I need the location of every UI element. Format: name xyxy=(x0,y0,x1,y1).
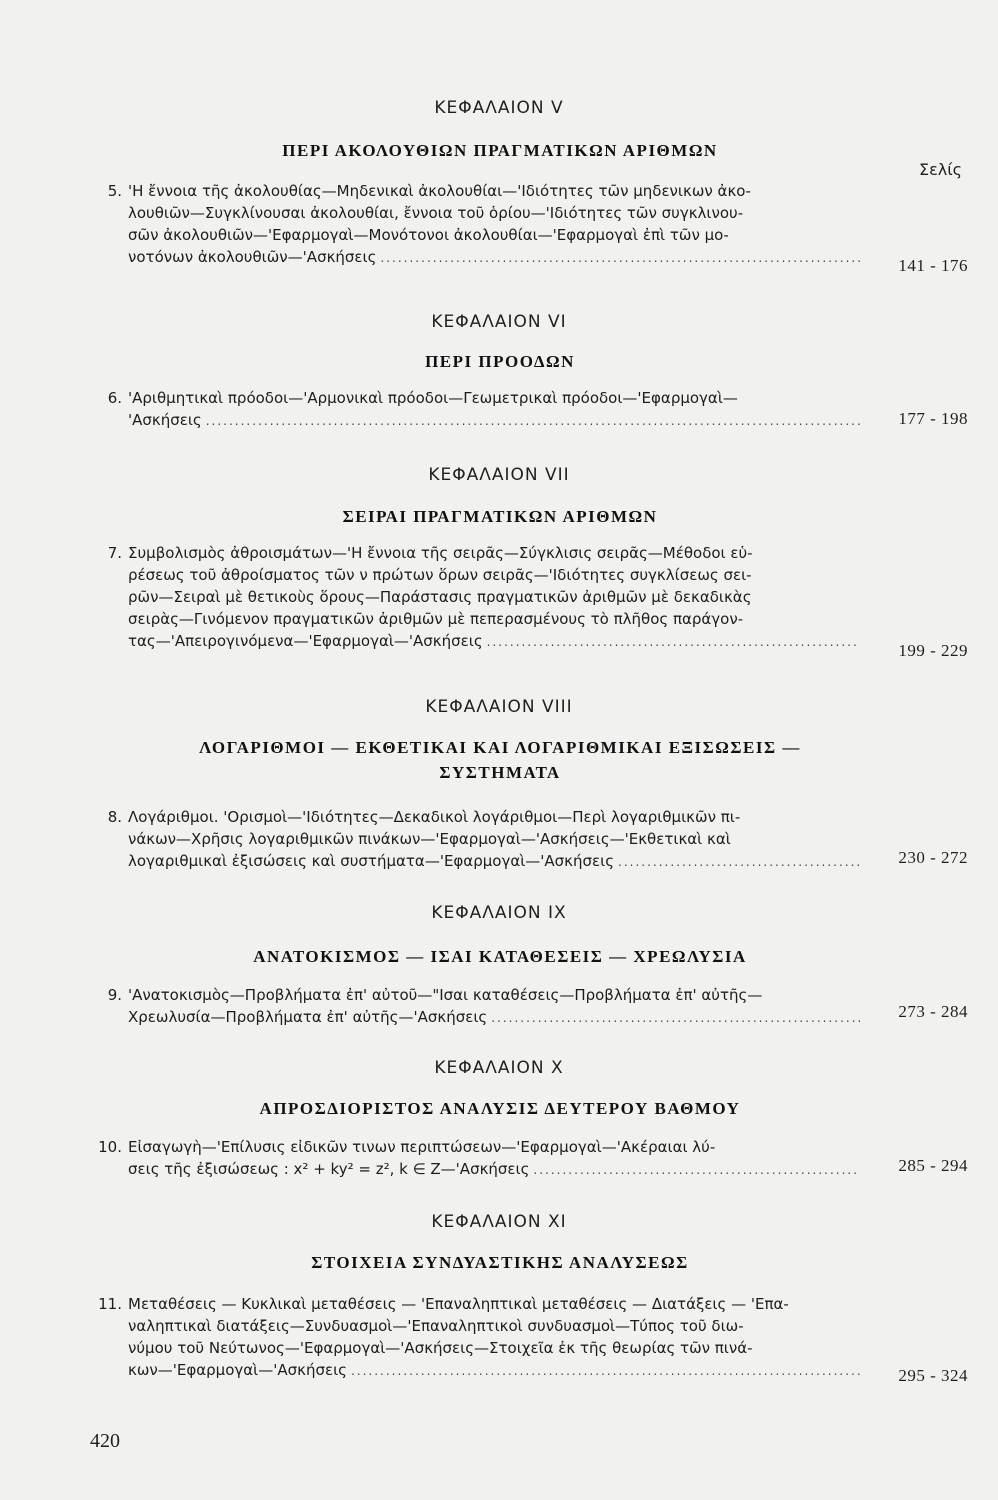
entry-line xyxy=(90,246,860,268)
entry-line xyxy=(90,1337,860,1359)
entry-line xyxy=(90,850,860,872)
toc-entry xyxy=(90,542,860,652)
entry-line xyxy=(90,608,860,630)
entry-line xyxy=(90,387,860,409)
entry-text: ναληπτικαὶ διατάξεις—Συνδυασμοὶ—'Επαναληπτικοὶ συνδυασμοὶ—Τύπος τοῦ διω- xyxy=(128,1317,744,1335)
chapter-title: ΣΤΟΙΧΕΙΑ ΣΥΝΔΥΑΣΤΙΚΗΣ ΑΝΑΛΥΣΕΩΣ xyxy=(311,1253,689,1272)
entry-line xyxy=(90,1359,860,1381)
entry-line xyxy=(90,1315,860,1337)
chapter-label: ΚΕΦΑΛΑΙΟΝ V xyxy=(434,98,564,118)
entry-line xyxy=(90,180,860,202)
dot-leader xyxy=(618,851,860,872)
entry-number: 8. xyxy=(107,808,122,826)
chapter-label: ΚΕΦΑΛΑΙΟΝ VII xyxy=(428,465,570,485)
entry-line xyxy=(90,409,860,431)
entry-number: 11. xyxy=(98,1295,122,1313)
entry-text: Συμβολισμὸς ἀθροισμάτων—'Η ἔννοια τῆς σειρᾶς—Σύγκλισις σειρᾶς—Μέθοδοι εὑ- xyxy=(128,544,753,562)
dot-leader xyxy=(380,247,860,268)
entry-number: 6. xyxy=(107,389,122,407)
page-range: 230 - 272 xyxy=(898,848,968,867)
entry-number: 10. xyxy=(98,1138,122,1156)
toc-entry xyxy=(90,806,860,872)
entry-line xyxy=(90,564,860,586)
chapter-title: ΠΕΡΙ ΠΡΟΟΔΩΝ xyxy=(425,352,575,371)
dot-leader xyxy=(487,631,860,652)
entry-number: 5. xyxy=(107,182,122,200)
dot-leader xyxy=(491,1007,860,1028)
entry-number: 7. xyxy=(107,544,122,562)
entry-line xyxy=(90,828,860,850)
entry-line xyxy=(90,806,860,828)
toc-entry xyxy=(90,180,860,268)
entry-text: σεις τῆς ἐξισώσεως : x² + ky² = z², k ∈ Z—'Ασκήσεις xyxy=(128,1160,530,1178)
toc-entry xyxy=(90,387,860,431)
toc-entry xyxy=(90,1293,860,1381)
entry-text: σειρὰς—Γινόμενον πραγματικῶν ἀριθμῶν μὲ πεπερασμένους τὸ πλῆθος παράγον- xyxy=(128,610,744,628)
page-range: 199 - 229 xyxy=(898,641,968,660)
entry-text: σῶν ἀκολουθιῶν—'Εφαρμογαὶ—Μονότονοι ἀκολουθίαι—'Εφαρμογαὶ ἐπὶ τῶν μο- xyxy=(128,226,729,244)
entry-line xyxy=(90,542,860,564)
entry-text: 'Αριθμητικαὶ πρόοδοι—'Αρμονικαὶ πρόοδοι—Γεωμετρικαὶ πρόοδοι—'Εφαρμογαὶ— xyxy=(128,389,738,407)
entry-line xyxy=(90,224,860,246)
chapter-title: ΑΝΑΤΟΚΙΣΜΟΣ — ΙΣΑΙ ΚΑΤΑΘΕΣΕΙΣ — ΧΡΕΩΛΥΣΙΑ xyxy=(253,947,747,966)
entry-text: ρῶν—Σειραὶ μὲ θετικοὺς ὅρους—Παράστασις πραγματικῶν ἀριθμῶν μὲ δεκαδικὰς xyxy=(128,588,752,606)
pages-column-heading: Σελίς xyxy=(918,160,962,179)
page-range: 273 - 284 xyxy=(898,1002,968,1021)
entry-text: Χρεωλυσία—Προβλήματα ἐπ' αὐτῆς—'Ασκήσεις xyxy=(128,1008,488,1026)
page-range: 177 - 198 xyxy=(898,409,968,428)
entry-text: κων—'Εφαρμογαὶ—'Ασκήσεις xyxy=(128,1361,347,1379)
entry-line xyxy=(90,586,860,608)
dot-leader xyxy=(206,410,860,431)
entry-line xyxy=(90,1293,860,1315)
chapter-label: ΚΕΦΑΛΑΙΟΝ VIII xyxy=(425,697,573,717)
dot-leader xyxy=(533,1159,860,1180)
page-number: 420 xyxy=(90,1430,120,1452)
entry-number: 9. xyxy=(107,986,122,1004)
entry-line xyxy=(90,1136,860,1158)
chapter-title: ΠΕΡΙ ΑΚΟΛΟΥΘΙΩΝ ΠΡΑΓΜΑΤΙΚΩΝ ΑΡΙΘΜΩΝ xyxy=(282,141,718,160)
entry-text: λουθιῶν—Συγκλίνουσαι ἀκολουθίαι, ἔννοια τοῦ ὁρίου—'Ιδιότητες τῶν συγκλινου- xyxy=(128,204,744,222)
chapter-title: ΑΠΡΟΣΔΙΟΡΙΣΤΟΣ ΑΝΑΛΥΣΙΣ ΔΕΥΤΕΡΟΥ ΒΑΘΜΟΥ xyxy=(259,1099,741,1118)
entry-text: νοτόνων ἀκολουθιῶν—'Ασκήσεις xyxy=(128,248,377,266)
entry-text: νάκων—Χρῆσις λογαριθμικῶν πινάκων—'Εφαρμογαὶ—'Ασκήσεις—'Εκθετικαὶ καὶ xyxy=(128,830,731,848)
toc-entry xyxy=(90,984,860,1028)
entry-text: Μεταθέσεις — Κυκλικαὶ μεταθέσεις — 'Επαναληπτικαὶ μεταθέσεις — Διατάξεις — 'Επα- xyxy=(128,1295,789,1313)
chapter-label: ΚΕΦΑΛΑΙΟΝ XI xyxy=(431,1212,567,1232)
entry-text: Εἰσαγωγὴ—'Επίλυσις εἰδικῶν τινων περιπτώσεων—'Εφαρμογαὶ—'Ακέραιαι λύ- xyxy=(128,1138,716,1156)
entry-line xyxy=(90,202,860,224)
toc-entry xyxy=(90,1136,860,1180)
entry-line xyxy=(90,630,860,652)
chapter-label: ΚΕΦΑΛΑΙΟΝ X xyxy=(434,1058,564,1078)
chapter-label: ΚΕΦΑΛΑΙΟΝ IX xyxy=(431,903,567,923)
chapter-title: ΣΕΙΡΑΙ ΠΡΑΓΜΑΤΙΚΩΝ ΑΡΙΘΜΩΝ xyxy=(342,507,658,526)
entry-text: Λογάριθμοι. 'Ορισμοὶ—'Ιδιότητες—Δεκαδικοὶ λογάριθμοι—Περὶ λογαριθμικῶν πι- xyxy=(128,808,741,826)
entry-line xyxy=(90,984,860,1006)
entry-line xyxy=(90,1158,860,1180)
chapter-title: ΛΟΓΑΡΙΘΜΟΙ — ΕΚΘΕΤΙΚΑΙ ΚΑΙ ΛΟΓΑΡΙΘΜΙΚΑΙ ΕΞΙΣΩΣΕΙΣ — ΣΥΣΤΗΜΑΤΑ xyxy=(199,738,801,782)
entry-text: 'Ασκήσεις xyxy=(128,411,202,429)
entry-text: 'Ανατοκισμὸς—Προβλήματα ἐπ' αὐτοῦ—"Ισαι καταθέσεις—Προβλήματα ἐπ' αὐτῆς— xyxy=(128,986,763,1004)
chapter-label: ΚΕΦΑΛΑΙΟΝ VI xyxy=(431,312,567,332)
entry-text: τας—'Απειρογινόμενα—'Εφαρμογαὶ—'Ασκήσεις xyxy=(128,632,483,650)
page-range: 285 - 294 xyxy=(898,1156,968,1175)
entry-text: ρέσεως τοῦ ἀθροίσματος τῶν ν πρώτων ὅρων σειρᾶς—'Ιδιότητες συγκλίσεως σει- xyxy=(128,566,752,584)
entry-line xyxy=(90,1006,860,1028)
page-range: 141 - 176 xyxy=(898,256,968,275)
entry-text: 'Η ἔννοια τῆς ἀκολουθίας—Μηδενικαὶ ἀκολουθίαι—'Ιδιότητες τῶν μηδενικων ἀκο- xyxy=(128,182,751,200)
entry-text: νύμου τοῦ Νεύτωνος—'Εφαρμογαὶ—'Ασκήσεις—Στοιχεῖα ἐκ τῆς θεωρίας τῶν πινά- xyxy=(128,1339,753,1357)
dot-leader xyxy=(351,1360,860,1381)
entry-text: λογαριθμικαὶ ἐξισώσεις καὶ συστήματα—'Εφαρμογαὶ—'Ασκήσεις xyxy=(128,852,615,870)
page-range: 295 - 324 xyxy=(898,1366,968,1385)
